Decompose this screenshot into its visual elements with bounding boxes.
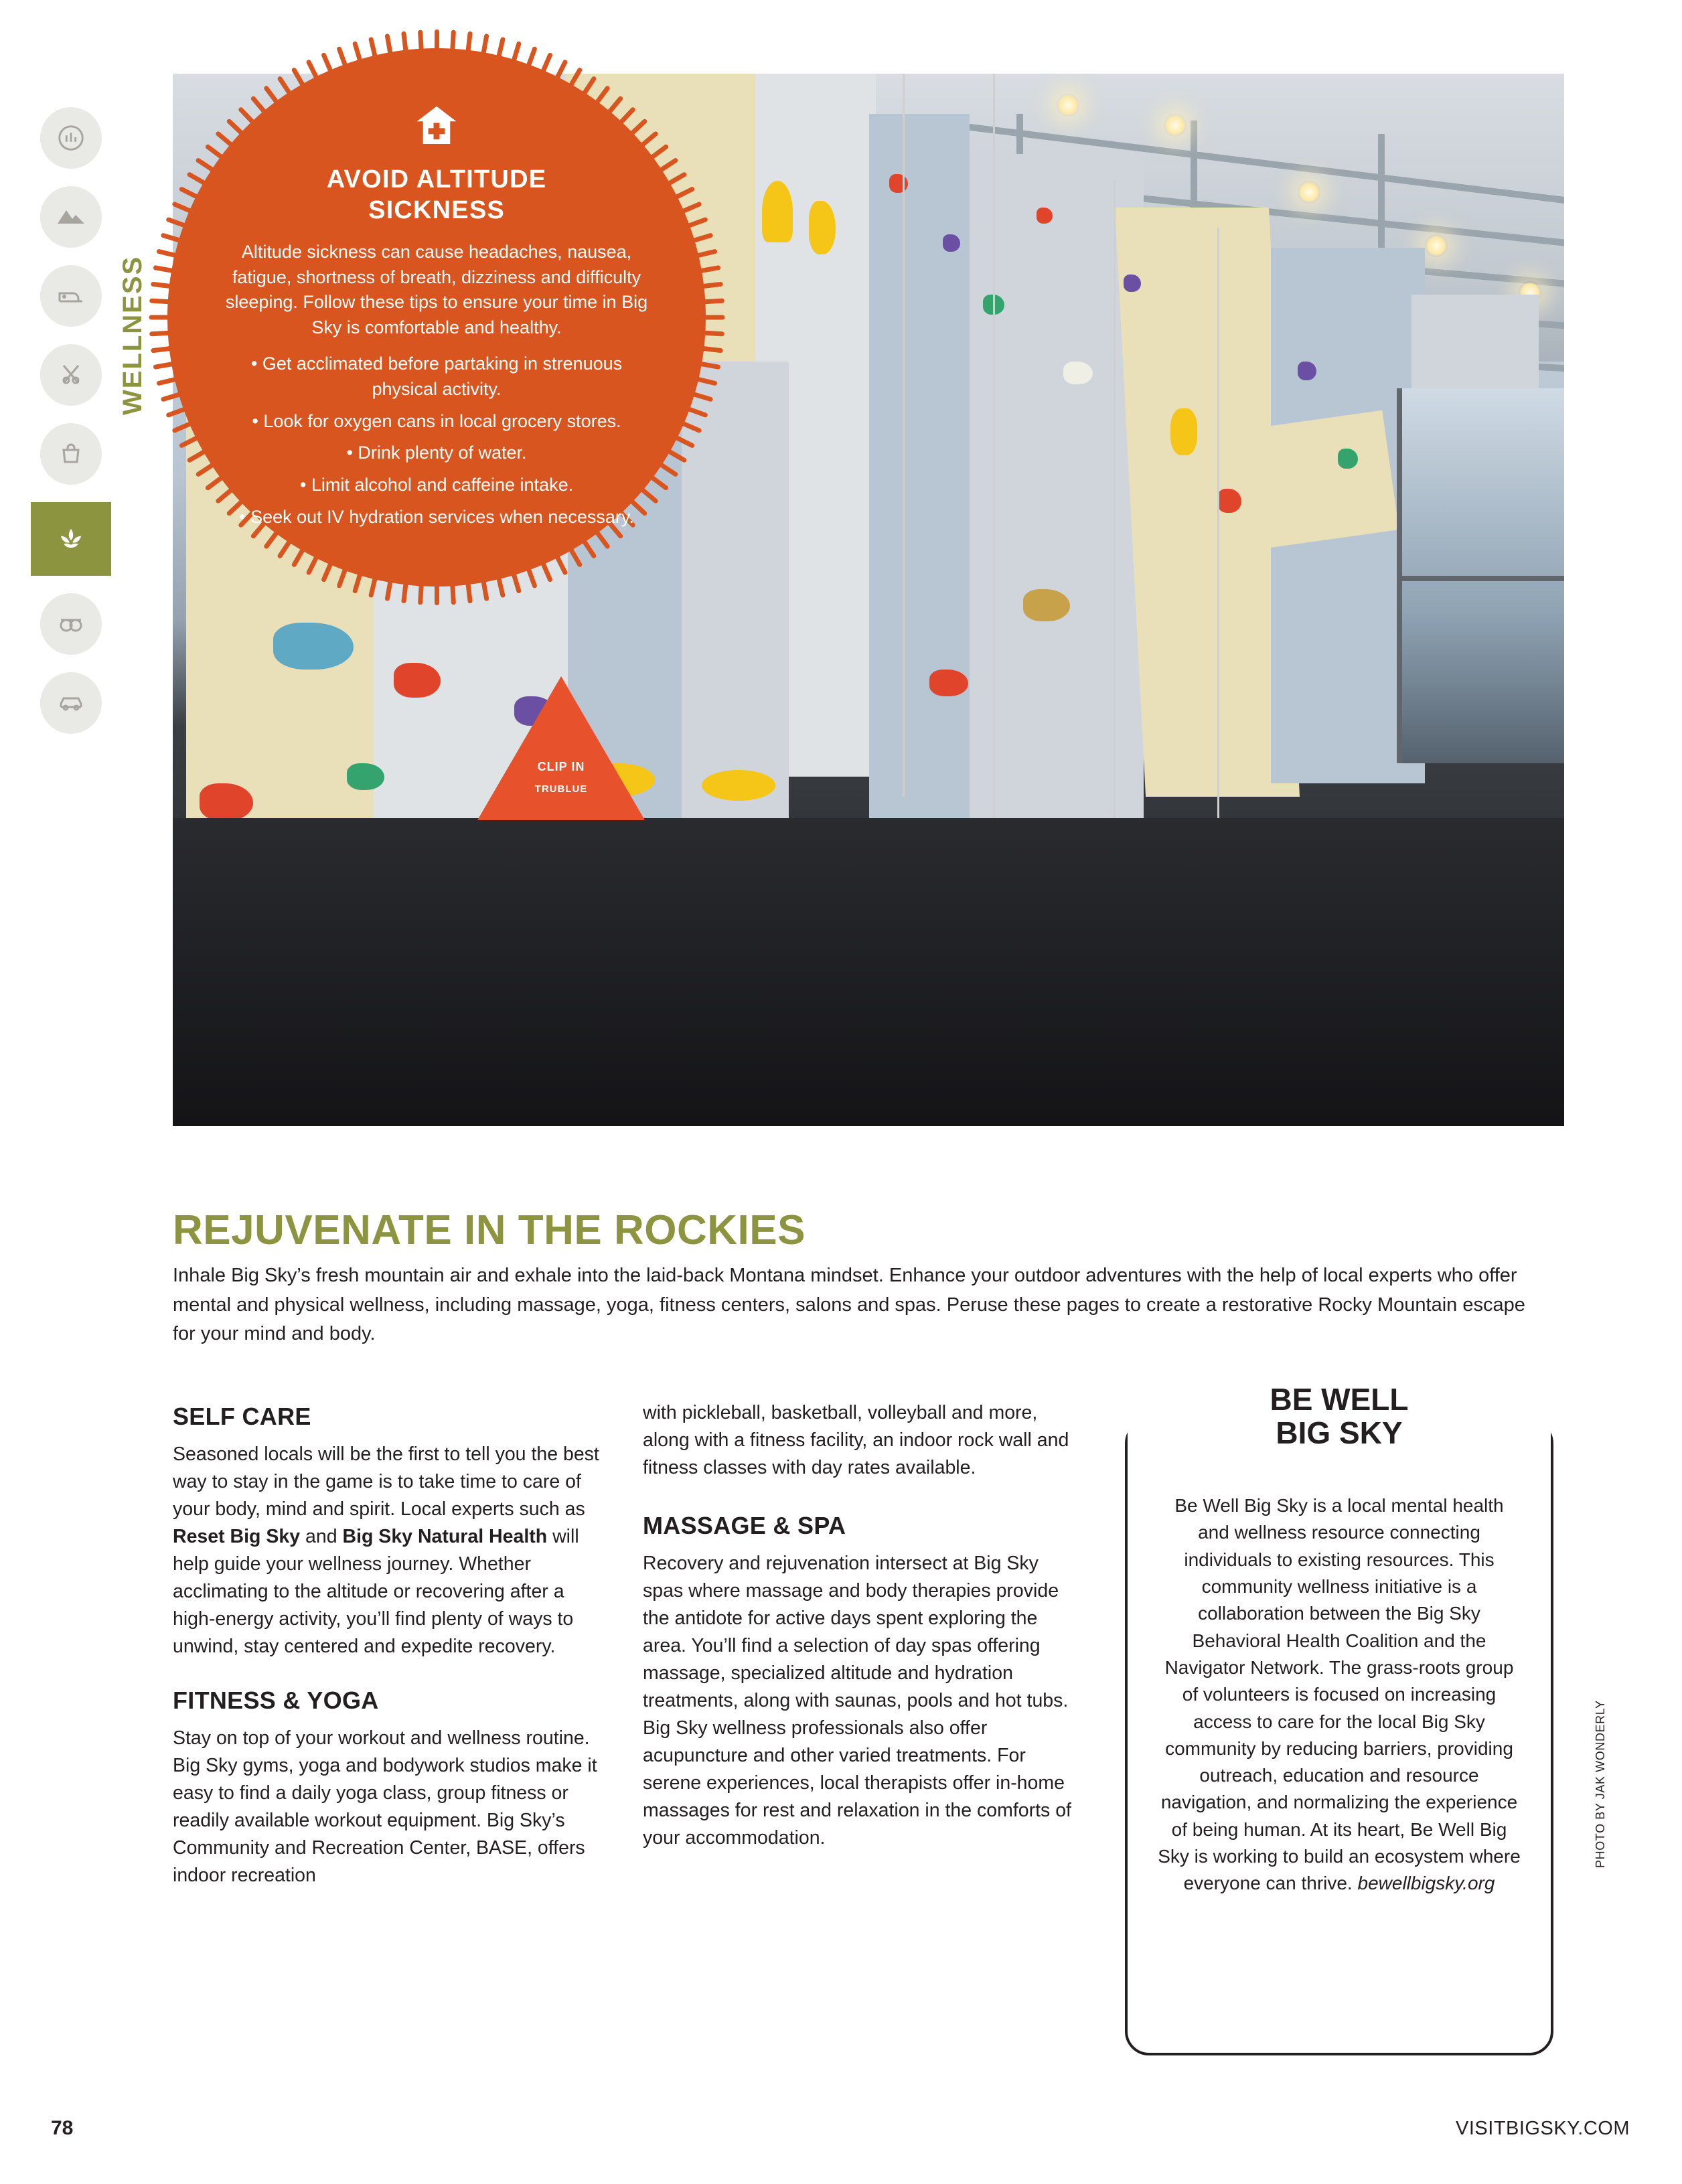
section-icon-rail [31, 107, 111, 751]
heading-fitness-yoga: FITNESS & YOGA [173, 1687, 379, 1715]
self-care-mid: and [300, 1525, 343, 1547]
clip-in-sign [477, 676, 645, 820]
altitude-sickness-callout [158, 39, 715, 596]
transportation-icon[interactable] [40, 672, 102, 734]
callout-body: Altitude sickness can cause headaches, nausea, fatigue, shortness of breath, dizziness and difficulty sleeping. Follow these tips to ensure your time in Big Sky is comfortable and healthy. [225, 241, 648, 338]
callout-tips [225, 352, 648, 537]
clip-in-brand: TRUBLUE [534, 783, 588, 795]
callout-tip: • Limit alcohol and caffeine intake. [299, 475, 574, 495]
activities-icon[interactable] [40, 107, 102, 169]
paragraph-fitness-yoga: Stay on top of your workout and wellness routine. Big Sky gyms, yoga and bodywork studios make it easy to find a daily yoga class, group fitness or readily available workout equipment. Big Sky’s Community and Recreation Center, BASE, offers indoor recreation [173, 1727, 597, 1887]
be-well-title-line2: BIG SKY [1276, 1415, 1403, 1450]
heading-self-care: SELF CARE [173, 1403, 311, 1430]
be-well-title-line1: BE WELL [1270, 1382, 1409, 1417]
self-care-pre: Seasoned locals will be the first to tell you the best way to stay in the game is to take time to care of your body, mind and spirit. Local experts such as [173, 1443, 599, 1520]
callout-title [327, 164, 547, 226]
mountains-icon[interactable] [40, 186, 102, 248]
intro-paragraph: Inhale Big Sky’s fresh mountain air and exhale into the laid-back Montana mindset. Enhance your outdoor adventures with the help of local experts who offer mental and physical wellness, including massage, yoga, fitness centers, salons and spas. Peruse these pages to create a restorative Rocky Mountain escape for your mind and body. [173, 1265, 1525, 1344]
be-well-title [1128, 1383, 1551, 1450]
callout-content [167, 48, 706, 587]
gym-window [1397, 388, 1564, 763]
lodging-icon[interactable] [40, 265, 102, 327]
be-well-body [1157, 1492, 1521, 1897]
shopping-icon[interactable] [40, 423, 102, 485]
paragraph-massage-spa: Recovery and rejuvenation intersect at Big Sky spas where massage and body therapies provide the antidote for active days spent exploring the area. You’ll find a selection of day spas offering massage, specialized altitude and hydration treatments, along with saunas, pools and hot tubs. Big Sky wellness professionals also offer acupuncture and other varied treatments. For serene experiences, local therapists offer in-home massages for rest and relaxation in the comforts of your accommodation. [643, 1552, 1071, 1849]
wellness-icon[interactable] [31, 502, 111, 576]
page-number: 78 [51, 2117, 74, 2139]
be-well-link[interactable]: bewellbigsky.org [1357, 1873, 1495, 1894]
section-label: WELLNESS [118, 255, 147, 415]
callout-tip: • Seek out IV hydration services when necessary. [239, 506, 634, 527]
self-care-bold-reset: Reset Big Sky [173, 1525, 301, 1547]
column-two [643, 1399, 1071, 1875]
paragraph-fitness-continued: with pickleball, basketball, volleyball and more, along with a fitness facility, an indoor rock wall and fitness classes with day rates available. [643, 1402, 1069, 1479]
first-aid-home-icon [412, 102, 461, 153]
footer-website: VISITBIGSKY.COM [1456, 2118, 1630, 2139]
photo-credit: PHOTO BY JAK WONDERLY [1594, 1700, 1607, 1868]
page-title: REJUVENATE IN THE ROCKIES [173, 1206, 806, 1253]
callout-tip: • Drink plenty of water. [346, 443, 527, 463]
clip-in-label: CLIP IN [537, 760, 585, 773]
heading-massage-spa: MASSAGE & SPA [643, 1512, 846, 1540]
self-care-bold-natural-health: Big Sky Natural Health [342, 1525, 548, 1547]
callout-tip: • Get acclimated before partaking in strenuous physical activity. [250, 353, 623, 399]
dining-icon[interactable] [40, 344, 102, 406]
column-one [173, 1399, 601, 1912]
paragraph-self-care [173, 1441, 601, 1660]
be-well-text: Be Well Big Sky is a local mental health and wellness resource connecting individuals to existing resources. This community wellness initiative is a collaboration between the Big Sky Behavioral Health Coalition and the Navigator Network. The grass-roots group of volunteers is focused on increasing access to care for the local Big Sky community by reducing barriers, providing outreach, education and resource navigation, and normalizing the experience of being human. At its heart, Be Well Big Sky is working to build an ecosystem where everyone can thrive. [1158, 1495, 1521, 1894]
be-well-sidebar [1125, 1382, 1553, 2055]
gym-floor [173, 818, 1564, 1126]
arts-icon[interactable] [40, 593, 102, 655]
callout-title-line1: AVOID ALTITUDE [326, 165, 547, 193]
callout-title-line2: SICKNESS [368, 196, 505, 225]
self-care-post: will help guide your wellness journey. Whether acclimating to the altitude or recovering after a high-energy activity, you’ll find plenty of ways to unwind, stay centered and expedite recovery. [173, 1525, 579, 1658]
callout-tip: • Look for oxygen cans in local grocery stores. [252, 410, 621, 431]
